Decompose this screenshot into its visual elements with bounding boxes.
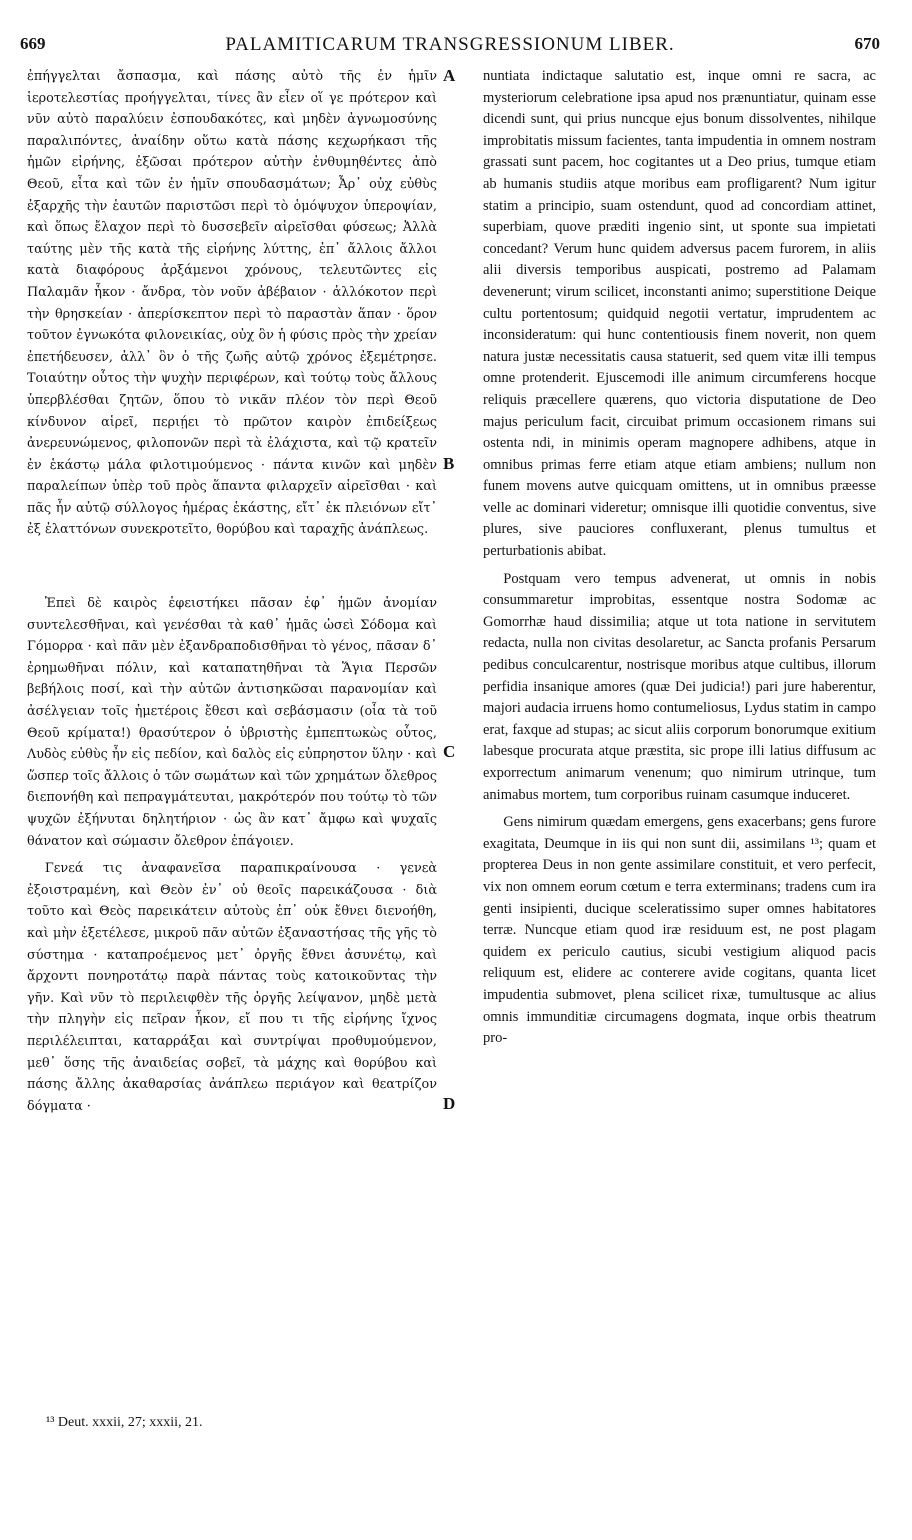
section-letter-c: C — [443, 742, 456, 761]
footnote: ¹³ Deut. xxxii, 27; xxxii, 21. — [46, 1415, 203, 1430]
latin-paragraph-1: nuntiata indictaque salutatio est, inque omni re sacra, ac mysteriorum celebratione ipsa apud nos prænuntiatur, quinam esse dicendi sunt, qui prius nuncque ejus bonum dissolventes, nihilque improbitatis missum facientes, tanta impudentia in omnem nostram grassati sunt pacem, hoc cogitantes ut a Deo prius, tumque etiam ab humanis studiis atque moribus eam profligarent? Num igitur statim a principio, suam ostendunt, quod ad concordiam attinet, superbiam, quove præditi ingenio sint, ut sponte sua impietati concedant? Verum hunc quidem adversus pacem furorem, in aliis alii diversis temporibus auspicati, postremo ad Palamam devenerunt; virum scilicet, inconstanti animo; superstitione Deique cultu portentosum; quidquid negotii vertatur, imprudentem ac inconsideratum: qui hunc contentiousis finem noverit, non quem natura justæ necessitatis causa statuerit, sed quem vitæ illi tempus omne protenderit. Ejuscemodi ille animum circumferens hocque reliquis præcellere quærens, quo victoria disputatione de Deo majus periculum facit, circuibat primum occasionem rimans sui ostenta ndi, in minimis operam magnopere adhibens, atque in omnibus primas ferre etiam atque etiam ambiens; nullum non funem movens autve quicquam omittens, ut in omnibus præesse velle ac dominari videretur; omnisque illi quotidie conventus, sive plures, sive pauciores confluxerant, plenus tumultus et perturbationis abibat. — [483, 68, 876, 560]
section-letter-d: D — [443, 1094, 456, 1113]
page-number-left: 669 — [20, 34, 46, 53]
section-letter-a: A — [443, 66, 456, 85]
latin-paragraph-2: Postquam vero tempus advenerat, ut omnis in nobis consummaretur improbitas, essentque nostra Sodomæ ac Gomorrhæ haud dissimilia; atque ut tota natione in servitutem redacta, nulla non civitas desolaretur, ac Sancta profanis Persarum pedibus conculcarentur, nostrisque moribus atque cultibus, illorum perfidia insanique amores (quæ Dei judicia!) pari jure haberentur, majori audacia irruens homo contumeliosus, Lydus statim in campo erat, faxque ad stupas; ac sicut aliis corporum bonorumque exitium labesque procurata atque præstita, sic prope illi latius diffusum ac exporrectum animarum venenum; quo nimirum utrinque, tum animabus mortem, tum corporibus ruinam casumque induceret. — [483, 570, 876, 803]
running-title: PALAMITICARUM TRANSGRESSIONUM LIBER. — [225, 34, 675, 55]
greek-paragraph-1: ἐπήγγελται ἄσπασμα, καὶ πάσης αὐτὸ τῆς ἐν ἡμῖν ἱεροτελεστίας προήγγελται, τίνες ἂν εἶεν οἵ γε πρότερον καὶ νῦν αὐτὸ παραλύειν ἐσπουδακότες, καὶ μηδὲν ἀγνωμοσύνης παραλιπόντες, ἀναίδην οὕτω κατὰ πάσης κεχωρήκασι τῆς ἡμῶν εἰρήνης, ἐξῶσαι πρότερον αὐτὴν ἐνθυμηθέντες ἀπὸ Θεοῦ, εἶτα καὶ τῶν ἐν ἡμῖν σπουδασμάτων; Ἆρ᾽ οὐχ εὐθὺς ἐξαρχῆς τὴν ἑαυτῶν παριστῶσι περὶ τὸ ὁμόψυχον ὑπεροψίαν, καὶ ὅπως ἔλαχον περὶ τὸ δυσσεβεῖν αἱρεῖσθαι φύσεως; Ἀλλὰ ταύτης μὲν τῆς κατὰ τῆς εἰρήνης λύττης, ἐπ᾽ ἄλλοις ἄλλοι κατὰ διαφόρους ἀρξάμενοι χρόνους, τελευτῶντες εἰς Παλαμᾶν ἧκον · ἄνδρα, τὸν νοῦν ἀβέβαιον · ἀλλόκοτον περὶ τὴν θρησκείαν · ἀπερίσκεπτον περὶ τὸ παραστὰν ἅπαν · ὅρον τοῦτον ἐγνωκότα φιλονεικίας, οὐχ ὃν ἡ φύσις πρὸς τὴν χρείαν ἐπετήδευσεν, ἀλλ᾽ ὃν ὁ τῆς ζωῆς αὐτῷ χρόνος ἐξεμέτρησε. Τοιαύτην οὗτος τὴν ψυχὴν περιφέρων, καὶ τούτῳ τοὺς ἄλλους ὑπερβλέσθαι ζητῶν, ὅπου τὸ νικᾶν πλέον τὸν περὶ Θεοῦ κίνδυνον αἱρεῖ, περιῄει τὸ πρῶτον καιρὸν ἐπιδείξεως ἀνερευνώμενος, φιλοπονῶν περὶ τὰ ἐλάχιστα, καὶ τῷ κρατεῖν ἐν ἑκάστῳ μάλα φιλοτιμούμενος · πάντα κινῶν καὶ μηδὲν παραλείπων ὑπὲρ τοῦ πρὸς ἅπαντα φιλαρχεῖν αἱρεῖσθαι · καὶ πᾶς ἦν αὐτῷ σύλλογος ἡμέρας ἑκάστης, εἴτ᾽ ἐκ πλειόνων εἴτ᾽ ἐξ ἐλαττόνων συνεκροτεῖτο, θορύβου καὶ ταραχῆς ἀνάπλεως. — [27, 69, 437, 538]
section-letter-b: B — [443, 454, 455, 473]
running-header — [20, 34, 880, 58]
page-number-right: 670 — [854, 34, 880, 53]
greek-paragraph-3: Γενεά τις ἀναφανεῖσα παραπικραίνουσα · γενεὰ ἐξοιστραμένη, καὶ Θεὸν ἐν᾽ οὐ θεοῖς παρεικάζουσα · διὰ τοῦτο καὶ Θεὸς παρεικάτειν αὐτοὺς ἐπ᾽ οὐκ ἔθνει διενοήθη, καὶ μὴν ἐξετέλεσε, μικροῦ πᾶν αὐτῶν ἐξαναστήσας τῆς γῆς τὸ σύστημα · καταπροέμενος μετ᾽ ὀργῆς ἔθνει ἀσυνέτῳ, καὶ ἄρχοντι πονηροτάτῳ παρὰ πάντας τοὺς κατοικοῦντας τὴν γῆν. Καὶ νῦν τὸ περιλειφθὲν τῆς ὀργῆς λείψανον, μηδὲ μετὰ τὴν πληγὴν εἰς πεῖραν ἧκον, εἴ που τι τῆς εἰρήνης ἴχνος περιλέλειπται, καταρράξαι καὶ συντρίψαι προθυμούμενον, μεθ᾽ ὅσης τῆς ἀναιδείας σοβεῖ, τὰ μάχης καὶ θορύβου καὶ πάσης ἄλλης ἀκαθαρσίας ἀνάπλεω περιάγον καὶ θεατρίζον δόγματα · — [27, 861, 437, 1114]
latin-paragraph-3: Gens nimirum quædam emergens, gens exacerbans; gens furore exagitata, Deumque in iis qui non sunt dii, assimilans ¹³; quam et propterea Deus in non gente assimilare constituit, et vero perfecit, vix non omnem eorum cœtum e terra exterminans; tradens cum ira genti insipienti, ducique sceleratissimo super omnes habitatores terræ. Nuncque etiam quod iræ residuum est, ne post plagam quidem ex periculo cautius, sicubi vestigium aliquod pacis reliquum est, elidere ac conterere avide cogitans, quanta licet impudentia submovet, plena scilicet rixæ, tumultusque ac alius omnis immunditiæ circumagens dogmata, inque orbis theatrum pro- — [483, 814, 876, 1047]
section-letters — [443, 66, 471, 1486]
latin-column — [483, 66, 876, 1050]
greek-paragraph-2: Ἐπεὶ δὲ καιρὸς ἐφειστήκει πᾶσαν ἐφ᾽ ἡμῶν ἀνομίαν συντελεσθῆναι, καὶ γενέσθαι τὰ καθ᾽ ἡμᾶς ὡσεὶ Σόδομα καὶ Γόμορρα · καὶ πᾶν μὲν ἐξανδραποδισθῆναι τὸ γένος, πᾶσαν δ᾽ ἐρημωθῆναι πόλιν, καὶ καταπατηθῆναι τὰ Ἅγια Περσῶν βεβήλοις ποσί, καὶ τὴν αὐτῶν ἀντισηκῶσαι παρανομίαν καὶ ἀσέλγειαν τοῖς ἡμετέροις ἔθεσι καὶ σεβάσμασιν (οἷα τὰ τοῦ Θεοῦ κρίματα!) θρασύτερον ὁ ὑβριστὴς ἐμπεπτωκὼς οὗτος, Λυδὸς εὐθὺς ἦν εἰς πεδίον, καὶ δαλὸς εἰς εὐπρηστον ὕλην · καὶ ὥσπερ τοῖς ἄλλοις ὁ τῶν σωμάτων καὶ τῶν χρημάτων ὄλεθρος διεπονήθη καὶ πεπραγμάτευται, μακρότερόν που τούτῳ τὸ τῶν ψυχῶν ἐξήνυται δηλητήριον · ὡς ἂν κατ᾽ ἄμφω καὶ ψυχαῖς θάνατον καὶ σώμασιν ὄλεθρον ἐπάγοιεν. — [27, 596, 437, 849]
greek-column — [27, 66, 437, 1117]
